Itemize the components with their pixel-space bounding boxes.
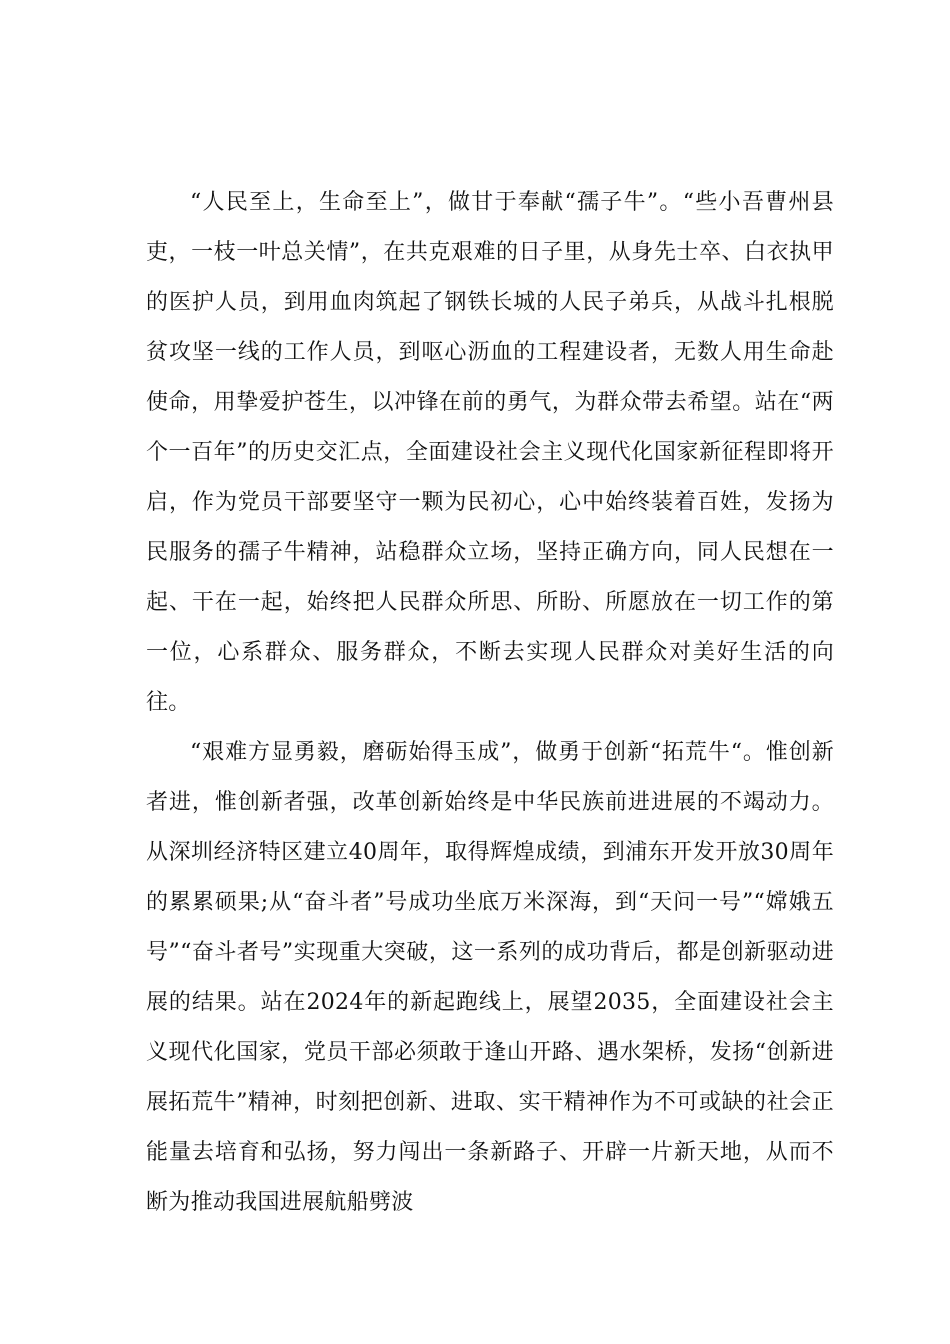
paragraph-innovation: “艰难方显勇毅，磨砺始得玉成”，做勇于创新“拓荒牛“。惟创新者进，惟创新者强，改革创新始终是中华民族前进进展的不竭动力。从深圳经济特区建立40周年，取得辉煌成绩，到浦东开发开放30周年的累累硕果;从“奋斗者”号成功坐底万米深海，到“天问一号”“嫦娥五号”“奋斗者号”实现重大突破，这一系列的成功背后，都是创新驱动进展的结果。站在2024年的新起跑线上，展望2035，全面建设社会主义现代化国家，党员干部必须敢于逢山开路、遇水架桥，发扬“创新进展拓荒牛”精神，时刻把创新、进取、实干精神作为不可或缺的社会正能量去培育和弘扬，努力闯出一条新路子、开辟一片新天地，从而不断为推动我国进展航船劈波 — [146, 740, 834, 1215]
paragraph-serve-people: “人民至上，生命至上”，做甘于奉献“孺子牛”。“些小吾曹州县吏，一枝一叶总关情”，在共克艰难的日子里，从身先士卒、白衣执甲的医护人员，到用血肉筑起了钢铁长城的人民子弟兵，从战斗扎根脱贫攻坚一线的工作人员，到呕心沥血的工程建设者，无数人用生命赴使命，用挚爱护苍生，以冲锋在前的勇气，为群众带去希望。站在“两个一百年”的历史交汇点，全面建设社会主义现代化国家新征程即将开启，作为党员干部要坚守一颗为民初心，心中始终装着百姓，发扬为民服务的孺子牛精神，站稳群众立场，坚持正确方向，同人民想在一起、干在一起，始终把人民群众所思、所盼、所愿放在一切工作的第一位，心系群众、服务群众，不断去实现人民群众对美好生活的向往。 — [146, 190, 834, 715]
document-body — [146, 178, 834, 1228]
